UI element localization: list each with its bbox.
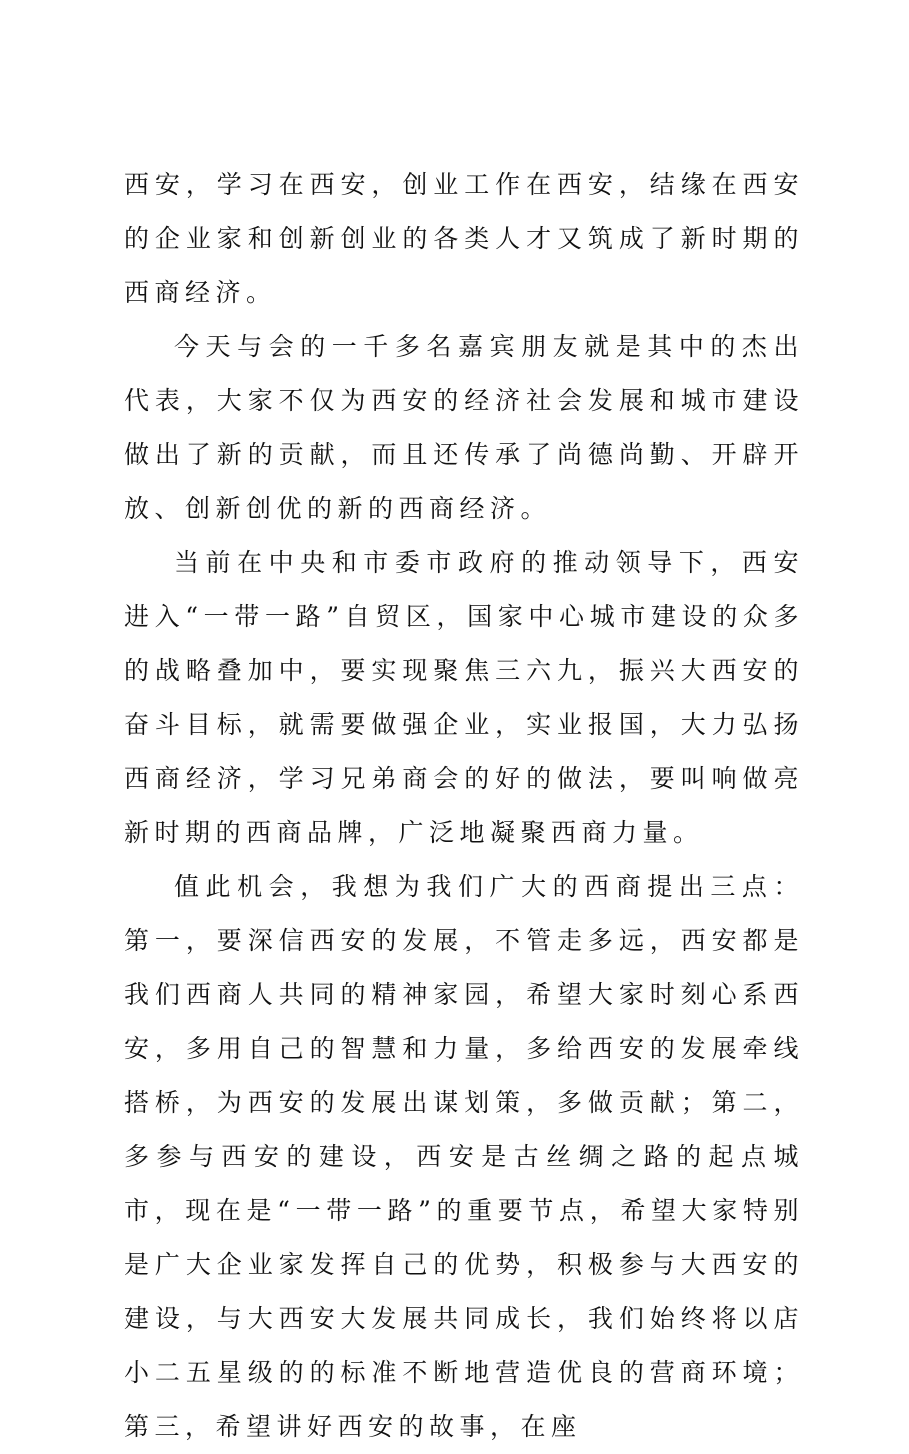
paragraph-2: 今天与会的一千多名嘉宾朋友就是其中的杰出代表，大家不仅为西安的经济社会发展和城市建设做出了新的贡献，而且还传承了尚德尚勤、开辟开放、创新创优的新的西商经济。	[124, 332, 804, 523]
body-text	[124, 158, 804, 1454]
paragraph-1: 西安，学习在西安，创业工作在西安，结缘在西安的企业家和创新创业的各类人才又筑成了新时期的西商经济。	[124, 170, 804, 307]
paragraph-3: 当前在中央和市委市政府的推动领导下，西安进入“一带一路”自贸区，国家中心城市建设的众多的战略叠加中，要实现聚焦三六九，振兴大西安的奋斗目标，就需要做强企业，实业报国，大力弘扬西商经济，学习兄弟商会的好的做法，要叫响做亮新时期的西商品牌，广泛地凝聚西商力量。	[124, 548, 804, 847]
paragraph-4: 值此机会，我想为我们广大的西商提出三点：第一，要深信西安的发展，不管走多远，西安都是我们西商人共同的精神家园，希望大家时刻心系西安，多用自己的智慧和力量，多给西安的发展牵线搭桥，为西安的发展出谋划策，多做贡献；第二，多参与西安的建设，西安是古丝绸之路的起点城市，现在是“一带一路”的重要节点，希望大家特别是广大企业家发挥自己的优势，积极参与大西安的建设，与大西安大发展共同成长，我们始终将以店小二五星级的的标准不断地营造优良的营商环境；第三，希望讲好西安的故事，在座	[124, 872, 804, 1441]
